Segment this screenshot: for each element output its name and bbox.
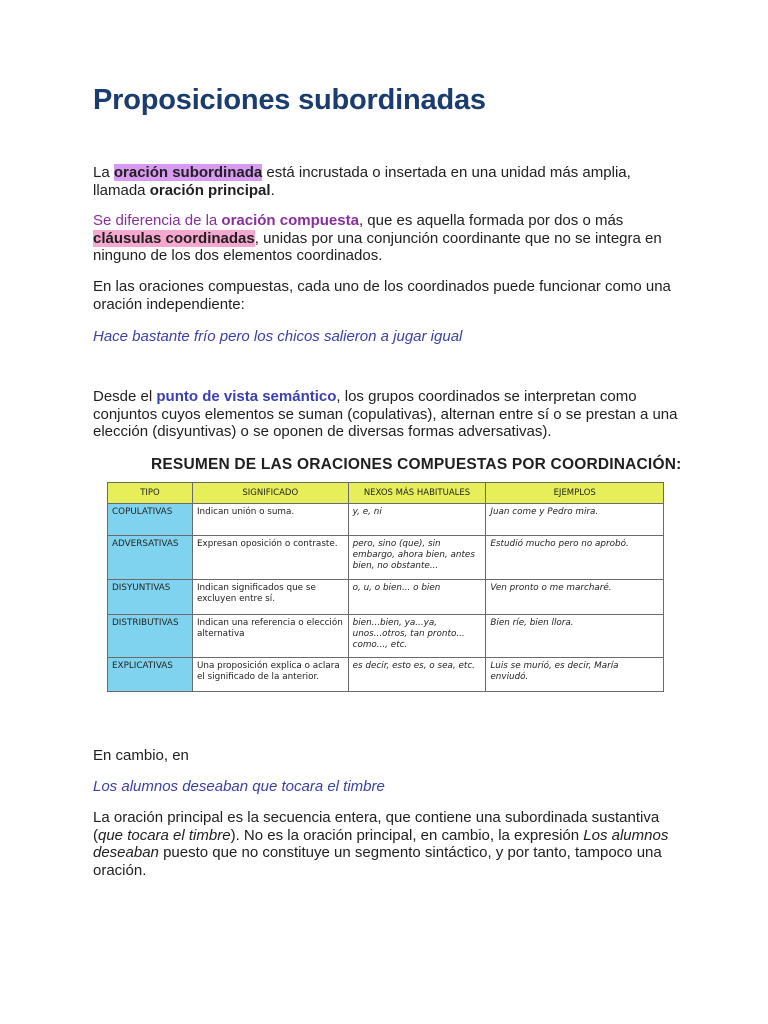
highlight-oracion-subordinada: oración subordinada: [113, 164, 263, 181]
example-sentence-2: Los alumnos deseaban que tocara el timbre: [93, 778, 385, 795]
italic-los-alumnos: Los alumnos deseaban: [93, 826, 669, 861]
example-sentence-1: Hace bastante frío pero los chicos salieron a jugar igual: [93, 328, 463, 345]
cell-nexos: y, e, ni: [348, 504, 486, 536]
cell-ejemplo: Luis se murió, es decir, María enviudó.: [486, 658, 664, 692]
cell-tipo: EXPLICATIVAS: [108, 658, 193, 692]
bold-oracion-principal: oración principal: [149, 181, 271, 199]
header-ejemplos: EJEMPLOS: [486, 483, 664, 504]
term-oracion-compuesta: oración compuesta: [221, 212, 359, 229]
paragraph-definition: [93, 164, 683, 199]
paragraph-en-cambio: En cambio, en: [93, 747, 189, 764]
page-title: Proposiciones subordinadas: [93, 84, 486, 116]
cell-nexos: o, u, o bien... o bien: [348, 580, 486, 615]
table-row: [108, 658, 664, 692]
text-segment: La: [93, 164, 114, 181]
paragraph-difference: [93, 212, 683, 265]
text-segment: Se diferencia de la: [93, 212, 222, 229]
text-segment: , que es aquella formada por dos o más: [358, 212, 624, 229]
term-punto-de-vista: punto de vista semántico: [156, 388, 337, 405]
cell-tipo: ADVERSATIVAS: [108, 536, 193, 580]
cell-ejemplo: Estudió mucho pero no aprobó.: [486, 536, 664, 580]
cell-ejemplo: Ven pronto o me marcharé.: [486, 580, 664, 615]
paragraph-semantic: [93, 388, 683, 441]
table-row: [108, 580, 664, 615]
table-row: [108, 504, 664, 536]
cell-ejemplo: Juan come y Pedro mira.: [486, 504, 664, 536]
cell-tipo: DISYUNTIVAS: [108, 580, 193, 615]
cell-significado: Indican unión o suma.: [192, 504, 348, 536]
cell-ejemplo: Bien ríe, bien llora.: [486, 615, 664, 658]
header-nexos: NEXOS MÁS HABITUALES: [348, 483, 486, 504]
highlight-clausulas-coordinadas: cláusulas coordinadas: [93, 229, 255, 247]
text-segment: está incrustada o insertada en una unidad más amplia, llamada: [93, 164, 631, 199]
table-title: RESUMEN DE LAS ORACIONES COMPUESTAS POR COORDINACIÓN:: [151, 456, 682, 473]
cell-nexos: bien...bien, ya...ya, unos...otros, tan pronto... como..., etc.: [348, 615, 486, 658]
header-significado: SIGNIFICADO: [192, 483, 348, 504]
cell-significado: Una proposición explica o aclara el significado de la anterior.: [192, 658, 348, 692]
text-segment: , unidas por una conjunción coordinante que no se integra en ninguno de los dos elementos coordinados.: [93, 229, 662, 264]
text-segment: , los grupos coordinados se interpretan como conjuntos cuyos elementos se suman (copulativas), alternan entre sí o se prestan a una elección (disyuntivas) o se oponen de diversas formas adversativas).: [93, 388, 678, 440]
table-row: [108, 615, 664, 658]
text-segment: puesto que no constituye un segmento sintáctico, y por tanto, tampoco una oración.: [93, 844, 662, 879]
header-tipo: TIPO: [108, 483, 193, 504]
cell-significado: Indican significados que se excluyen entre sí.: [192, 580, 348, 615]
paragraph-conclusion: [93, 809, 683, 879]
table-header-row: [108, 483, 664, 504]
cell-significado: Indican una referencia o elección alternativa: [192, 615, 348, 658]
text-segment: ). No es la oración principal, en cambio, la expresión: [230, 826, 584, 844]
cell-significado: Expresan oposición o contraste.: [192, 536, 348, 580]
text-segment: Desde el: [93, 388, 157, 405]
cell-nexos: pero, sino (que), sin embargo, ahora bien, antes bien, no obstante...: [348, 536, 486, 580]
cell-tipo: DISTRIBUTIVAS: [108, 615, 193, 658]
coordination-table: [107, 482, 664, 692]
table-row: [108, 536, 664, 580]
italic-que-tocara: que tocara el timbre: [98, 826, 231, 844]
text-segment: .: [270, 181, 275, 199]
text-segment: La oración principal es la secuencia entera, que contiene una subordinada sustantiva (: [93, 809, 660, 844]
paragraph-compound: En las oraciones compuestas, cada uno de los coordinados puede funcionar como una oración independiente:: [93, 278, 671, 313]
cell-tipo: COPULATIVAS: [108, 504, 193, 536]
cell-nexos: es decir, esto es, o sea, etc.: [348, 658, 486, 692]
